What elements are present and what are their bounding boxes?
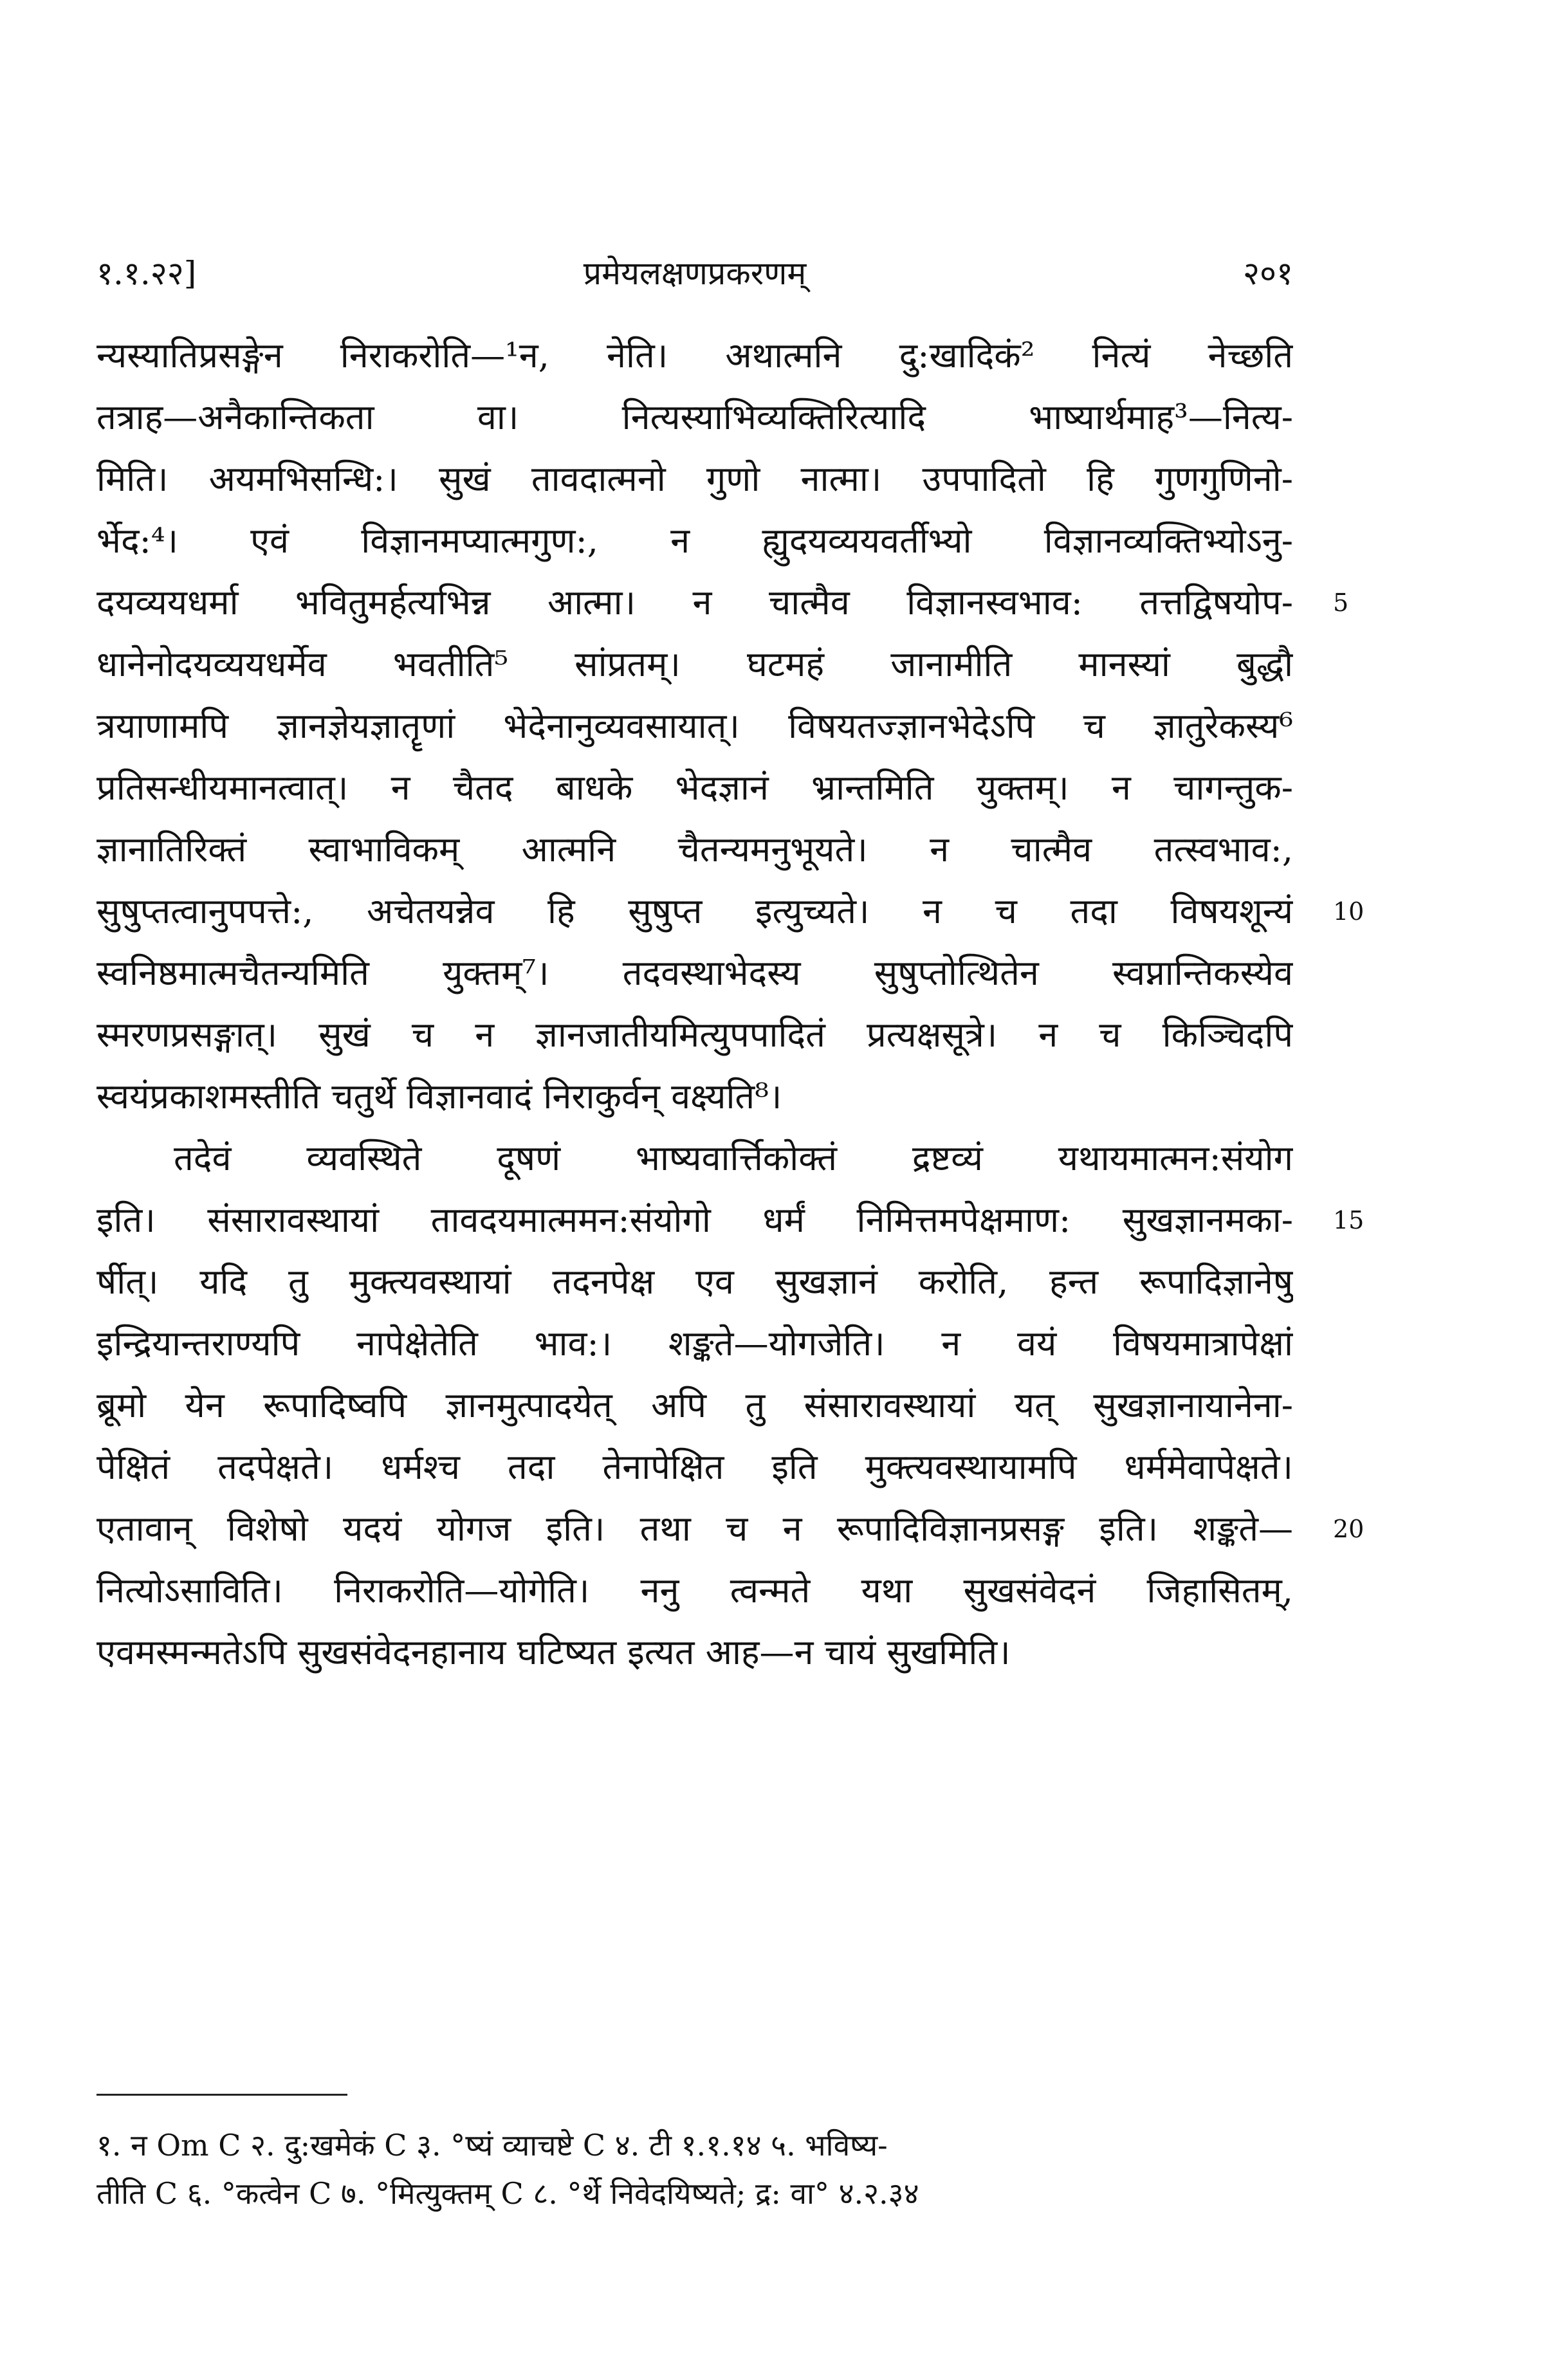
text-line: त्रयाणामपि ज्ञानज्ञेयज्ञातॄणां भेदेनानुव्यवसायात्। विषयतज्ज्ञानभेदेऽपि च ज्ञातुरेकस्य⁶ bbox=[96, 706, 1293, 746]
text-line: सुषुप्तत्वानुपपत्ते:, अचेतयन्नेव हि सुषुप्त इत्युच्यते। न च तदा विषयशून्यं bbox=[96, 891, 1293, 931]
text-line: पेक्षितं तदपेक्षते। धर्मश्च तदा तेनापेक्षित इति मुक्त्यवस्थायामपि धर्ममेवापेक्षते। bbox=[96, 1447, 1293, 1487]
text-line: मिति। अयमभिसन्धि:। सुखं तावदात्मनो गुणो नात्मा। उपपादितो हि गुणगुणिनो- bbox=[96, 459, 1293, 499]
line-number: 5 bbox=[1333, 589, 1349, 617]
footnote-line: १. न Om C २. दु:खमेकं C ३. °ष्यं व्याचष्टे C ४. टी १.१.१४ ५. भविष्य- bbox=[96, 2128, 888, 2163]
text-line: एवमस्मन्मतेऽपि सुखसंवेदनहानाय घटिष्यत इत्यत आह—न चायं सुखमिति। bbox=[96, 1632, 1011, 1672]
text-line: तदेवं व्यवस्थिते दूषणं भाष्यवार्त्तिकोक्तं द्रष्टव्यं यथायमात्मन:संयोग bbox=[174, 1138, 1293, 1178]
text-line: इति। संसारावस्थायां तावदयमात्ममन:संयोगो धर्मं निमित्तमपेक्षमाण: सुखज्ञानमका- bbox=[96, 1200, 1293, 1240]
text-line: इन्द्रियान्तराण्यपि नापेक्षेतेति भाव:। शङ्कते—योगजेति। न वयं विषयमात्रापेक्षां bbox=[96, 1323, 1293, 1364]
text-line: धानेनोदयव्ययधर्मेव भवतीति⁵ सांप्रतम्। घटमहं जानामीति मानस्यां बुद्धौ bbox=[96, 644, 1293, 684]
text-line: र्भेद:⁴। एवं विज्ञानमप्यात्मगुण:, न ह्युदयव्ययवर्तीभ्यो विज्ञानव्यक्तिभ्योऽनु- bbox=[96, 520, 1293, 561]
text-line: स्वनिष्ठमात्मचैतन्यमिति युक्तम्⁷। तदवस्थाभेदस्य सुषुप्तोत्थितेन स्वप्नान्तिकस्येव bbox=[96, 953, 1293, 993]
running-header bbox=[96, 248, 1293, 299]
text-line: दयव्ययधर्मा भवितुमर्हत्यभिन्न आत्मा। न चात्मैव विज्ञानस्वभाव: तत्तद्विषयोप- bbox=[96, 582, 1293, 623]
line-number: 20 bbox=[1333, 1515, 1365, 1543]
text-line: ज्ञानातिरिक्तं स्वाभाविकम् आत्मनि चैतन्यमनुभूयते। न चात्मैव तत्स्वभाव:, bbox=[96, 829, 1293, 870]
text-line: न्यस्यातिप्रसङ्गेन निराकरोति—¹न, नेति। अथात्मनि दु:खादिकं² नित्यं नेच्छति bbox=[96, 335, 1293, 376]
line-number: 10 bbox=[1333, 897, 1365, 926]
text-line: स्वयंप्रकाशमस्तीति चतुर्थे विज्ञानवादं निराकुर्वन् वक्ष्यति⁸। bbox=[96, 1076, 782, 1117]
main-text bbox=[96, 325, 1293, 1683]
text-line: स्मरणप्रसङ्गात्। सुखं च न ज्ञानजातीयमित्युपपादितं प्रत्यक्षसूत्रे। न च किञ्चिदपि bbox=[96, 1014, 1293, 1055]
text-line: ब्रूमो येन रूपादिष्वपि ज्ञानमुत्पादयेत् अपि तु संसारावस्थायां यत् सुखज्ञानायानेना- bbox=[96, 1385, 1293, 1425]
text-line: र्षीत्। यदि तु मुक्त्यवस्थायां तदनपेक्ष एव सुखज्ञानं करोति, हन्त रूपादिज्ञानेषु bbox=[96, 1261, 1293, 1302]
text-line: एतावान् विशेषो यदयं योगज इति। तथा च न रूपादिविज्ञानप्रसङ्ग इति। शङ्कते— bbox=[96, 1508, 1293, 1549]
footnote-divider bbox=[96, 2094, 347, 2096]
footnote-line: तीति C ६. °कत्वेन C ७. °मित्युक्तम् C ८. °र्थे निवेदयिष्यते; द्र: वा° ४.२.३४ bbox=[96, 2176, 919, 2211]
text-line: तत्राह—अनैकान्तिकता वा। नित्यस्याभिव्यक्तिरित्यादि भाष्यार्थमाह³—नित्य- bbox=[96, 397, 1293, 437]
line-number: 15 bbox=[1333, 1206, 1365, 1234]
chapter-title: प्रमेयलक्षणप्रकरणम् bbox=[583, 255, 807, 292]
text-line: नित्योऽसाविति। निराकरोति—योगेति। ननु त्वन्मते यथा सुखसंवेदनं जिहासितम्, bbox=[96, 1570, 1293, 1611]
text-line: प्रतिसन्धीयमानत्वात्। न चैतद बाधके भेदज्ञानं भ्रान्तमिति युक्तम्। न चागन्तुक- bbox=[96, 767, 1293, 808]
section-number: १.१.२२] bbox=[96, 255, 197, 292]
page-number: २०१ bbox=[1243, 255, 1293, 292]
